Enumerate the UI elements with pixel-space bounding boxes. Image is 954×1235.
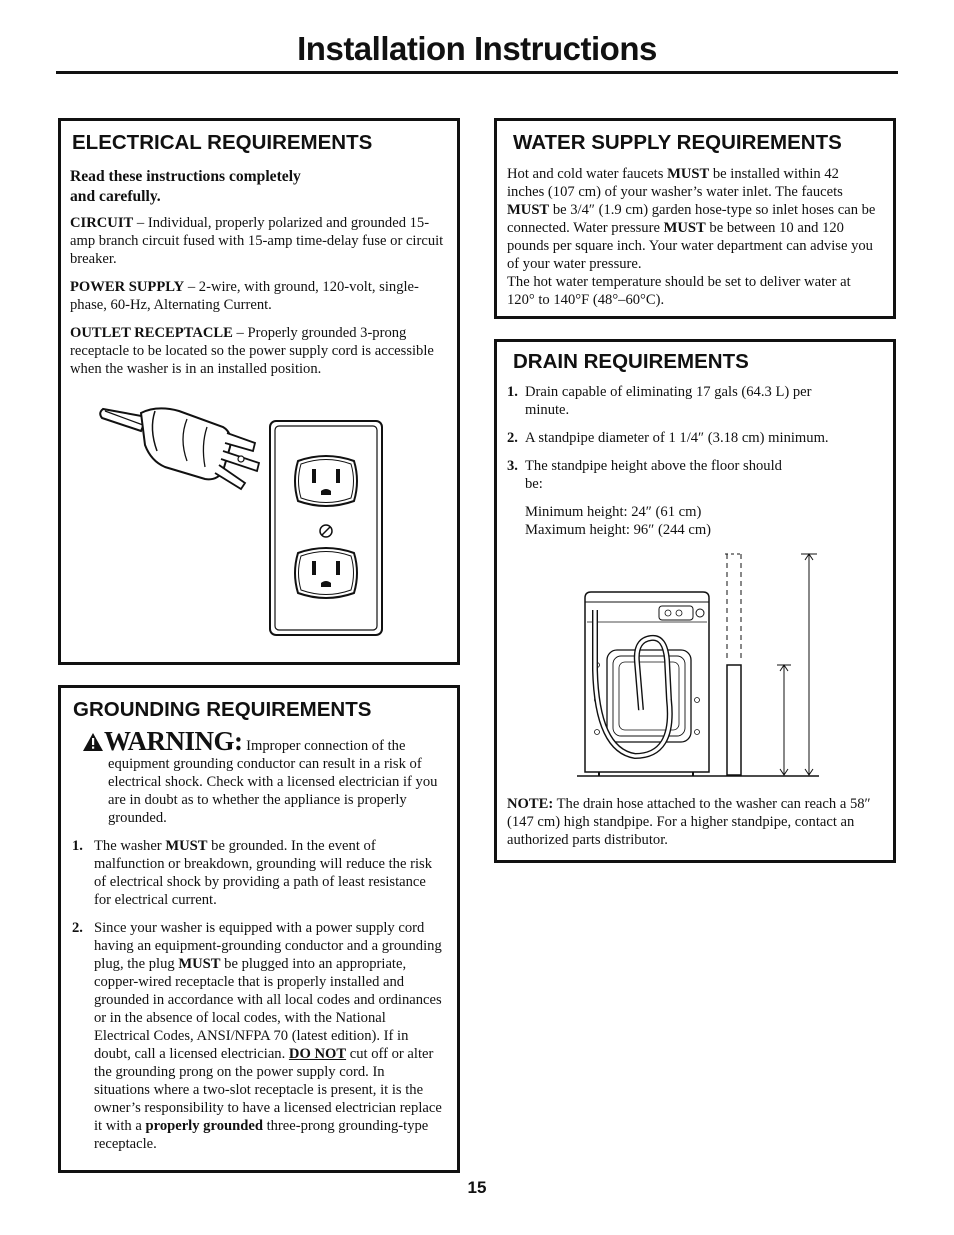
plug-illustration [95, 399, 265, 499]
power-supply-paragraph: POWER SUPPLY – 2-wire, with ground, 120-volt, single-phase, 60-Hz, Alternating Current. [70, 279, 419, 313]
warning-word: WARNING: [104, 726, 243, 756]
drain-note: NOTE: The drain hose attached to the washer can reach a 58″ (147 cm) high standpipe. For a higher standpipe, contact an authorized parts distributor. [507, 796, 871, 848]
title-rule [56, 71, 898, 74]
grounding-heading: GROUNDING REQUIREMENTS [73, 698, 372, 721]
warning-text: Improper connection of the equipment grounding conductor can result in a risk of electrical shock. Check with a licensed electrician if you are in doubt as to whether the appliance is properly grounded. [108, 738, 438, 826]
electrical-body [70, 167, 448, 388]
outlet-paragraph: OUTLET RECEPTACLE – Properly grounded 3-prong receptacle to be located so the power supply cord is accessible when the washer is in an installed position. [70, 325, 434, 377]
warning-block [70, 726, 444, 827]
electrical-intro: Read these instructions completely and carefully. [70, 168, 301, 205]
page-title: Installation Instructions [297, 30, 657, 67]
grounding-item-2: 2. Since your washer is equipped with a power supply cord having an equipment-grounding conductor and a grounding plug, the plug MUST be plugged into an appropriate, copper-wired receptacle that is properly installed and grounded in accordance with all local codes and ordinances or in the absence of local codes, with the National Electrical Codes, ANSI/NFPA 70 (latest edition). If in doubt, call a licensed electrician. DO NOT cut off or alter the grounding prong on the power supply cord. In situations where a two-slot receptacle is present, it is the owner’s responsibility to have a licensed electrician replace it with a properly grounded three-prong grounding-type receptacle. [72, 920, 442, 1152]
min-height: Minimum height: 24″ (61 cm) [525, 504, 702, 520]
page-number: 15 [467, 1178, 487, 1197]
drain-body [507, 383, 887, 539]
grounding-item-1: 1. The washer MUST be grounded. In the event of malfunction or breakdown, grounding will reduce the risk of electrical shock by providing a path of least resistance for electrical current. [72, 838, 433, 908]
water-supply-requirements-box [494, 118, 896, 319]
drain-heading: DRAIN REQUIREMENTS [513, 350, 749, 373]
standpipe-heights [507, 503, 887, 539]
drain-item-2: 2. A standpipe diameter of 1 1/4″ (3.18 cm) minimum. [507, 430, 829, 446]
electrical-heading: ELECTRICAL REQUIREMENTS [72, 131, 373, 154]
washer-standpipe-illustration [575, 550, 825, 780]
circuit-paragraph: CIRCUIT – Individual, properly polarized and grounded 15-amp branch circuit fused with 15-amp time-delay fuse or circuit breaker. [70, 215, 444, 267]
outlet-illustration [268, 419, 386, 641]
drain-item-1: 1. Drain capable of eliminating 17 gals (64.3 L) per minute. [507, 384, 812, 418]
drain-requirements-box [494, 339, 896, 863]
water-body: Hot and cold water faucets MUST be installed within 42 inches (107 cm) of your washer’s water inlet. The faucets MUST be 3/4″ (1.9 cm) garden hose-type so inlet hoses can be connected. Water pressure MUST be between 10 and 120 pounds per square inch. Your water department can advise you of your water pressure. The hot water temperature should be set to deliver water at 120° to 140°F (48°–60°C). [507, 166, 876, 308]
warning-triangle-icon [82, 732, 104, 752]
water-heading: WATER SUPPLY REQUIREMENTS [513, 131, 842, 154]
electrical-requirements-box [58, 118, 460, 665]
drain-item-3: 3. The standpipe height above the floor should be: [507, 458, 782, 492]
grounding-body [70, 726, 444, 1163]
max-height: Maximum height: 96″ (244 cm) [525, 522, 712, 538]
grounding-requirements-box [58, 685, 460, 1173]
